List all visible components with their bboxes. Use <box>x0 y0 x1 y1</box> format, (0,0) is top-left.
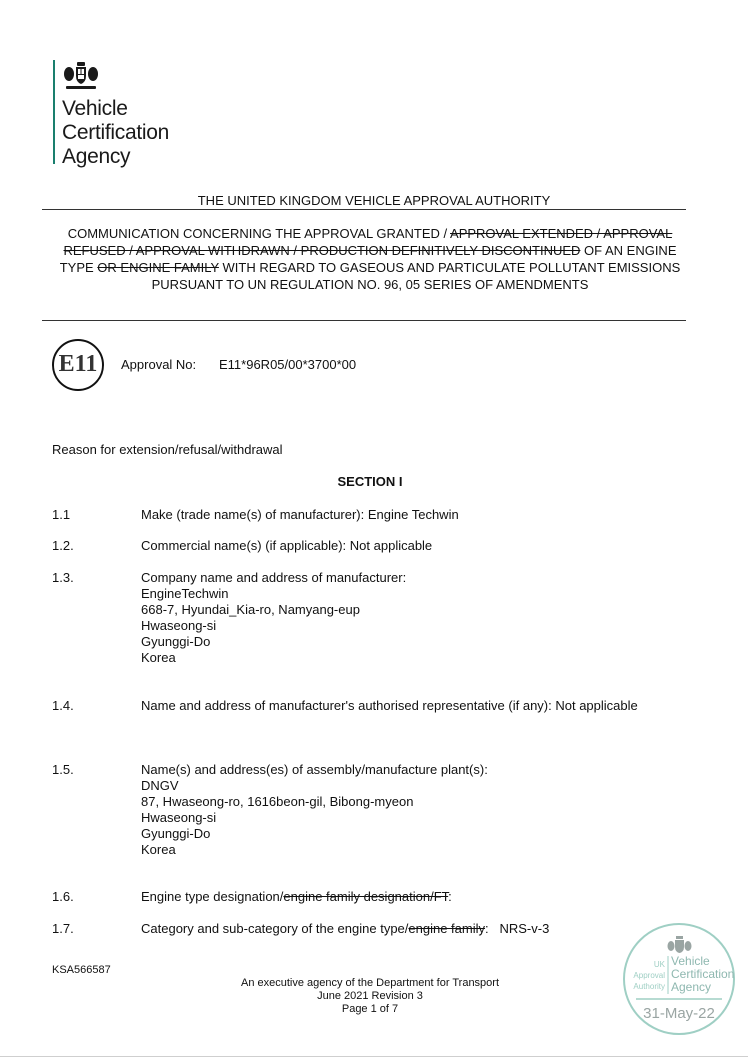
address-line: 668-7, Hyundai_Kia-ro, Namyang-eup <box>141 602 360 617</box>
logo-text-agency: Agency <box>62 145 131 168</box>
logo-text-vehicle: Vehicle <box>62 97 128 120</box>
item-label: Name(s) and address(es) of assembly/manufacture plant(s): <box>141 762 488 777</box>
item-struck-text: engine family designation/FT <box>283 889 449 904</box>
communication-text: OF AN ENGINE TYPE <box>59 243 677 275</box>
e-mark-circle <box>52 339 104 391</box>
address-line: Korea <box>141 650 176 665</box>
footer-agency: An executive agency of the Department for Transport <box>240 977 500 989</box>
stamp-crest-icon <box>668 936 692 953</box>
item-text: : NRS-v-3 <box>485 921 550 936</box>
communication-text: COMMUNICATION CONCERNING THE APPROVAL GRANTED / <box>67 226 451 241</box>
footer-page-number: Page 1 of 7 <box>341 1003 399 1015</box>
item-number: 1.2. <box>52 538 74 553</box>
address-line: Hwaseong-si <box>141 618 217 633</box>
item-representative: Name and address of manufacturer's authorised representative (if any): Not applicable <box>141 698 638 713</box>
communication-struck-text: OR ENGINE FAMILY <box>97 260 219 275</box>
logo-text-certification: Certification <box>62 121 169 144</box>
stamp-vehicle-text: Vehicle <box>671 954 710 968</box>
item-text: Category and sub-category of the engine type/ <box>141 921 409 936</box>
item-text: Engine type designation/ <box>141 889 284 904</box>
document-reference: KSA566587 <box>52 964 111 976</box>
address-line: Gyunggi-Do <box>141 826 211 841</box>
approval-label: Approval No: <box>121 357 197 372</box>
item-manufacturer <box>141 570 406 666</box>
reason-label: Reason for extension/refusal/withdrawal <box>52 442 283 457</box>
address-line: EngineTechwin <box>141 586 229 601</box>
communication-struck-text: APPROVAL EXTENDED / APPROVAL REFUSED / APPROVAL WITHDRAWN / PRODUCTION DEFINITIVELY DISCONTINUED <box>63 226 673 258</box>
item-plant <box>141 762 488 858</box>
address-line: 87, Hwaseong-ro, 1616beon-gil, Bibong-myeon <box>141 794 414 809</box>
stamp-approval-text: Approval <box>633 971 665 980</box>
communication-divider <box>42 320 686 321</box>
item-number: 1.1 <box>52 507 71 522</box>
address-line: Hwaseong-si <box>141 810 217 825</box>
item-number: 1.6. <box>52 889 74 904</box>
item-engine-type <box>141 889 452 905</box>
stamp-authority-text: Authority <box>633 982 665 991</box>
stamp-uk-text: UK <box>653 960 665 969</box>
item-make: Make (trade name(s) of manufacturer): Engine Techwin <box>141 507 459 522</box>
communication-title <box>52 225 688 293</box>
item-label: Company name and address of manufacturer: <box>141 570 407 585</box>
communication-text: WITH REGARD TO GASEOUS AND PARTICULATE POLLUTANT EMISSIONS PURSUANT TO UN REGULATION NO. 96, 05 SERIES OF AMENDMENTS <box>151 260 681 292</box>
address-line: DNGV <box>141 778 179 793</box>
item-number: 1.3. <box>52 570 74 585</box>
item-text: : <box>448 889 452 904</box>
item-category <box>141 921 549 937</box>
address-line: Gyunggi-Do <box>141 634 211 649</box>
item-number: 1.7. <box>52 921 74 936</box>
header-divider <box>42 209 686 210</box>
page-bottom-edge <box>0 1056 748 1057</box>
approval-number: E11*96R05/00*3700*00 <box>219 357 357 372</box>
item-commercial-name: Commercial name(s) (if applicable): Not applicable <box>141 538 433 553</box>
item-number: 1.4. <box>52 698 74 713</box>
stamp-date: 31-May-22 <box>643 1005 715 1022</box>
approval-stamp <box>622 922 736 1036</box>
authority-title: THE UNITED KINGDOM VEHICLE APPROVAL AUTHORITY <box>197 193 551 208</box>
section-title: SECTION I <box>337 474 403 489</box>
logo-accent-bar <box>53 60 55 164</box>
item-struck-text: engine family <box>408 921 486 936</box>
item-number: 1.5. <box>52 762 74 777</box>
stamp-agency-text: Agency <box>671 980 712 994</box>
e-mark-text: E11 <box>58 351 98 377</box>
stamp-certification-text: Certification <box>671 967 735 981</box>
address-line: Korea <box>141 842 176 857</box>
footer-revision: June 2021 Revision 3 <box>317 990 423 1002</box>
royal-crest-icon <box>62 60 100 92</box>
